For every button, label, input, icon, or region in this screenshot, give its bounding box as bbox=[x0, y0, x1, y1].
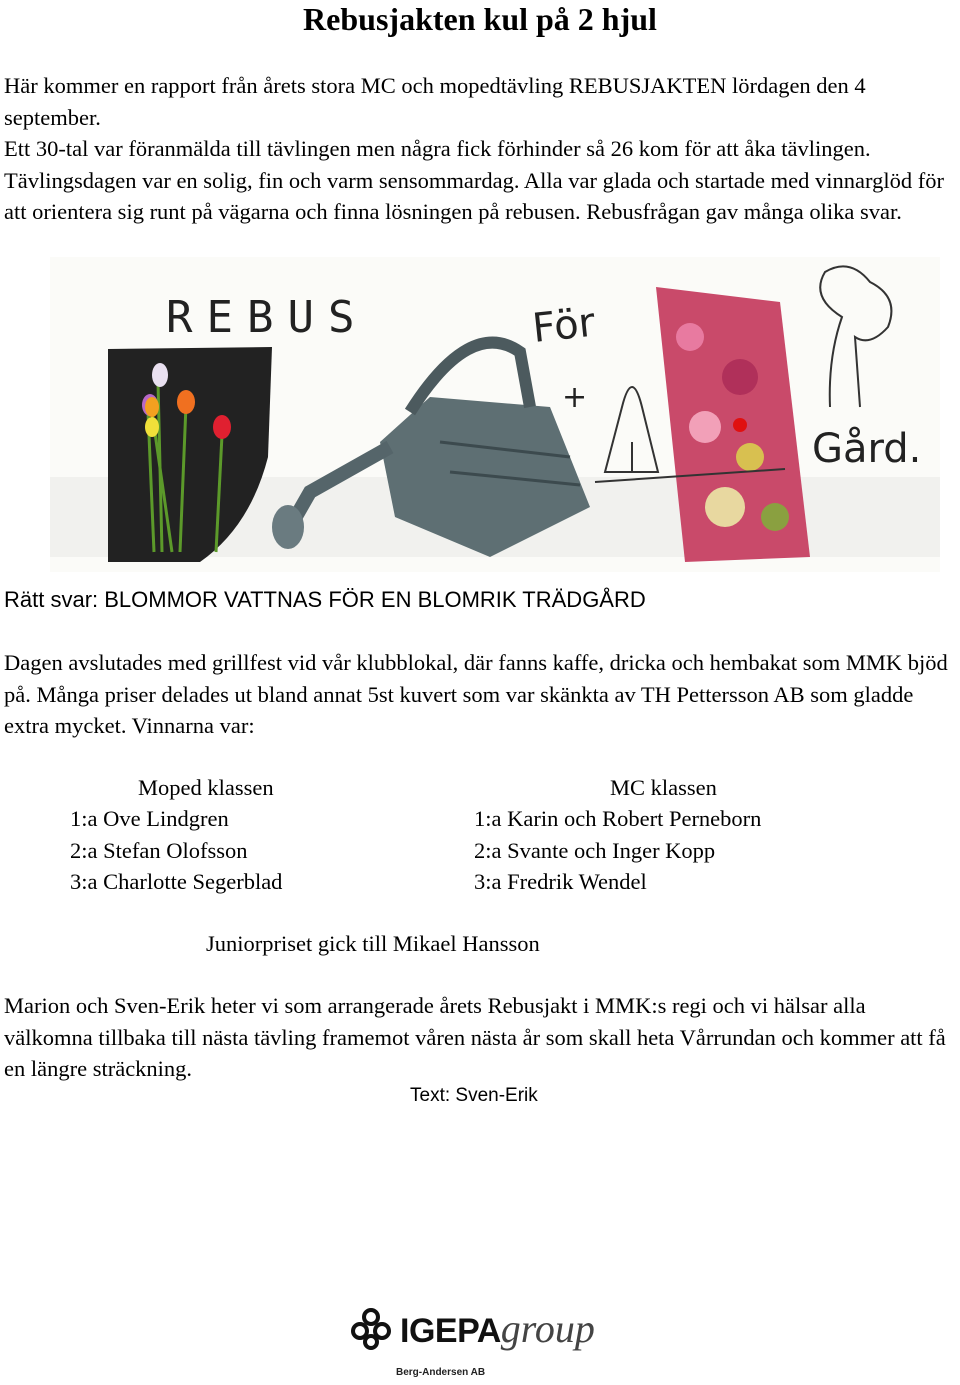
logo-suffix: group bbox=[500, 1306, 595, 1351]
logo-subtitle: Berg-Andersen AB bbox=[396, 1367, 486, 1378]
moped-results bbox=[70, 772, 282, 897]
rebus-for-word: För bbox=[530, 299, 598, 352]
mc-place-1: 1:a Karin och Robert Perneborn bbox=[474, 806, 762, 832]
text-credit: Text: Sven-Erik bbox=[410, 1085, 538, 1106]
rebus-gard-word: Gård. bbox=[812, 426, 922, 472]
rebus-plus: + bbox=[562, 380, 588, 415]
mc-heading: MC klassen bbox=[610, 775, 717, 800]
junior-prize: Juniorpriset gick till Mikael Hansson bbox=[206, 931, 540, 956]
igepa-logo-icon bbox=[348, 1305, 394, 1351]
closing-paragraph: Marion och Sven-Erik heter vi som arrangerade årets Rebusjakt i MMK:s regi och vi hälsar alla välkomna tillbaka till nästa tävling framemot våren nästa år som skall heta Vårrundan och kommer att få en längre sträckning. bbox=[4, 993, 946, 1081]
logo-brand: IGEPA bbox=[400, 1312, 501, 1350]
moped-place-2: 2:a Stefan Olofsson bbox=[70, 837, 248, 863]
mc-place-3: 3:a Fredrik Wendel bbox=[474, 868, 647, 894]
moped-place-1: 1:a Ove Lindgren bbox=[70, 806, 229, 832]
igepa-logo-text bbox=[400, 1306, 595, 1351]
rebus-picture bbox=[50, 257, 940, 572]
intro-paragraph bbox=[4, 70, 954, 228]
igepa-logo bbox=[348, 1305, 618, 1385]
moped-heading: Moped klassen bbox=[138, 775, 274, 800]
intro-line-2: Ett 30-tal var föranmälda till tävlingen men några fick förhinder så 26 kom för att åka tävlingen. Tävlingsdagen var en solig, fin och varm sensommardag. Alla var glada och startade med vinnarglöd för att orientera sig runt på vägarna och finna lösningen på rebusen. Rebusfrågan gav många olika svar. bbox=[4, 136, 944, 224]
party-paragraph: Dagen avslutades med grillfest vid vår klubblokal, där fanns kaffe, dricka och hembakat som MMK bjöd på. Många priser delades ut bland annat 5st kuvert som var skänkta av TH Pettersson AB som gladde extra mycket. Vinnarna var: bbox=[4, 650, 948, 738]
answer-line: Rätt svar: BLOMMOR VATTNAS FÖR EN BLOMRIK TRÄDGÅRD bbox=[4, 587, 646, 612]
mc-results bbox=[474, 772, 761, 897]
rebus-word: REBUS bbox=[166, 292, 369, 343]
page-title: Rebusjakten kul på 2 hjul bbox=[303, 1, 657, 37]
moped-place-3: 3:a Charlotte Segerblad bbox=[70, 868, 283, 894]
intro-line-1: Här kommer en rapport från årets stora MC och mopedtävling REBUSJAKTEN lördagen den 4 september. bbox=[4, 73, 866, 130]
mc-place-2: 2:a Svante och Inger Kopp bbox=[474, 837, 716, 863]
